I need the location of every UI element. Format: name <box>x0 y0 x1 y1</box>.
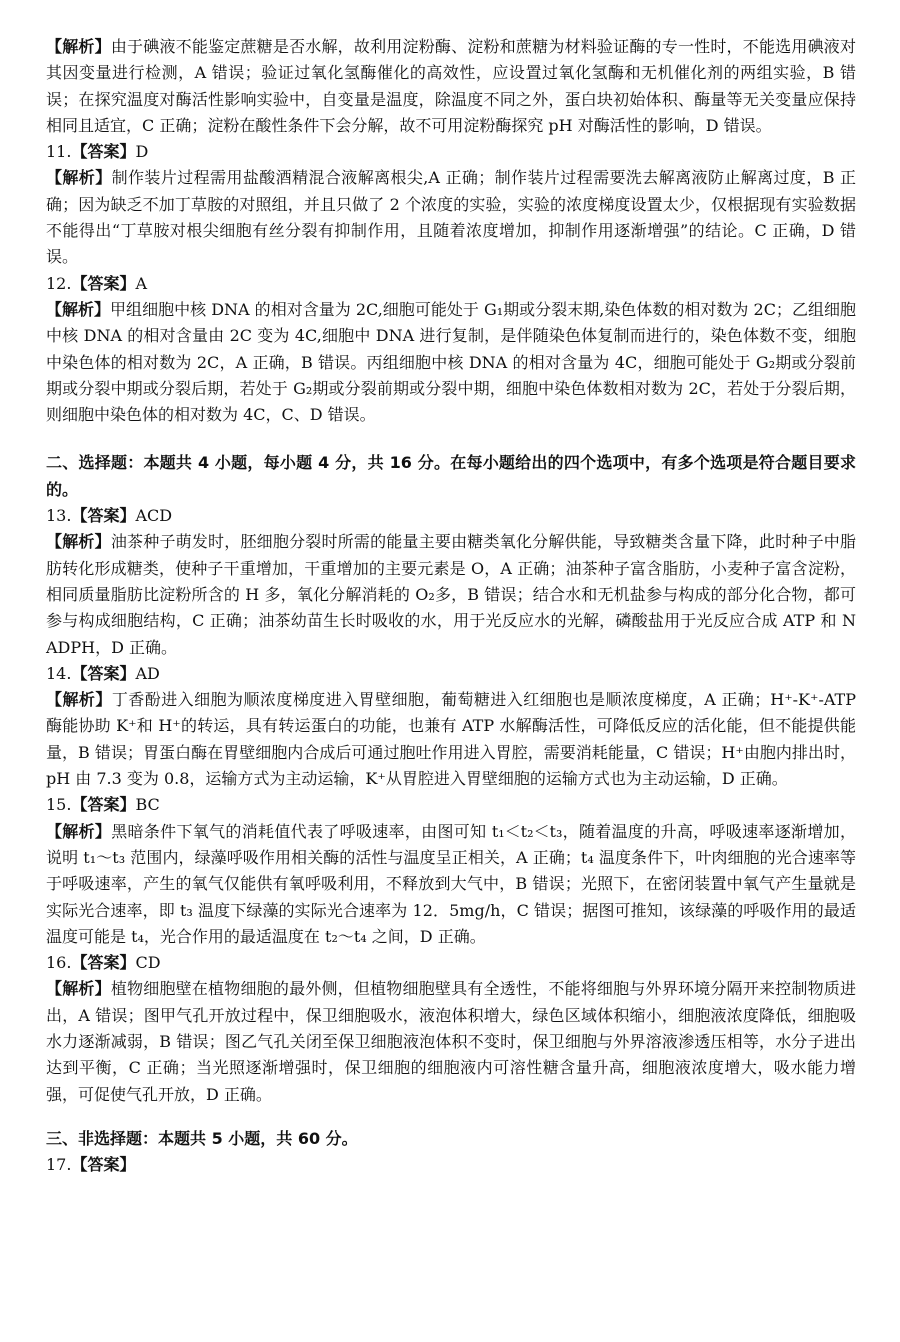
explanation-tag: 【解析】 <box>46 690 112 710</box>
answer-tag: 【答案】 <box>71 142 136 162</box>
explanation-text: 制作装片过程需用盐酸酒精混合液解离根尖,A 正确；制作装片过程需要洗去解离液防止解离过度，B 正确；因为缺乏不加丁草胺的对照组，并且只做了 2 个浓度的实验，实验的浓度梯度设置太少，仅根据现有实验数据不能得出“丁草胺对根尖细胞有丝分裂有抑制作用，且随着浓度增加，抑制作用逐渐增强”的结论。C 正确，D 错误。 <box>46 168 856 267</box>
explanation-text: 丁香酚进入细胞为顺浓度梯度进入胃壁细胞，葡萄糖进入红细胞也是顺浓度梯度，A 正确；H⁺-K⁺-ATP 酶能协助 K⁺和 H⁺的转运，具有转运蛋白的功能，也兼有 ATP 水解酶活性，可降低反应的活化能，但不能提供能量，B 错误；胃蛋白酶在胃壁细胞内合成后可通过胞吐作用进入胃腔，需要消耗能量，C 错误；H⁺由胞内排出时，pH 由 7.3 变为 0.8，运输方式为主动运输，K⁺从胃腔进入胃壁细胞的运输方式也为主动运输，D 正确。 <box>46 690 856 789</box>
q11-answer <box>46 139 856 165</box>
answer-tag: 【答案】 <box>71 795 136 815</box>
explanation-text: 由于碘液不能鉴定蔗糖是否水解，故利用淀粉酶、淀粉和蔗糖为材料验证酶的专一性时，不能选用碘液对其因变量进行检测，A 错误；验证过氧化氢酶催化的高效性，应设置过氧化氢酶和无机催化剂的两组实验，B 错误；在探究温度对酶活性影响实验中，自变量是温度，除温度不同之外，蛋白块初始体积、酶量等无关变量应保持相同且适宜，C 正确；淀粉在酸性条件下会分解，故不可用淀粉酶探究 pH 对酶活性的影响，D 错误。 <box>46 37 856 135</box>
q11-explanation <box>46 165 856 270</box>
q14-answer <box>46 661 856 687</box>
q14-explanation <box>46 687 856 792</box>
question-number: 11. <box>46 142 72 162</box>
answer-value: CD <box>135 953 161 973</box>
explanation-tag: 【解析】 <box>46 532 111 552</box>
explanation-text: 植物细胞壁在植物细胞的最外侧，但植物细胞壁具有全透性，不能将细胞与外界环境分隔开来控制物质进出，A 错误；图甲气孔开放过程中，保卫细胞吸水，液泡体积增大，绿色区域体积缩小，细胞液浓度降低，细胞吸水力逐渐减弱，B 错误；图乙气孔关闭至保卫细胞液泡体积不变时，保卫细胞与外界溶液渗透压相等，水分子进出达到平衡，C 正确；当光照逐渐增强时，保卫细胞的细胞液内可溶性糖含量升高，细胞液浓度增大，吸水能力增强，可促使气孔开放，D 正确。 <box>46 979 856 1104</box>
explanation-text: 黑暗条件下氧气的消耗值代表了呼吸速率，由图可知 t₁＜t₂＜t₃，随着温度的升高，呼吸速率逐渐增加，说明 t₁～t₃ 范围内，绿藻呼吸作用相关酶的活性与温度呈正相关，A 正确；t₄ 温度条件下，叶肉细胞的光合速率等于呼吸速率，产生的氧气仅能供有氧呼吸利用，不释放到大气中，B 错误；光照下，在密闭装置中氧气产生量就是实际光合速率，即 t₃ 温度下绿藻的实际光合速率为 12．5mg/h，C 错误；据图可推知，该绿藻的呼吸作用的最适温度可能是 t₄，光合作用的最适温度在 t₂～t₄ 之间，D 正确。 <box>46 821 856 946</box>
explanation-tag: 【解析】 <box>46 821 112 841</box>
q10-explanation <box>46 34 856 139</box>
question-number: 16. <box>46 953 72 973</box>
answer-value: A <box>135 273 148 293</box>
question-number: 15. <box>46 795 72 815</box>
explanation-text: 油茶种子萌发时，胚细胞分裂时所需的能量主要由糖类氧化分解供能，导致糖类含量下降，此时种子中脂肪转化形成糖类，使种子干重增加，干重增加的主要元素是 O，A 正确；油茶种子富含脂肪，小麦种子富含淀粉，相同质量脂肪比淀粉所含的 H 多，氧化分解消耗的 O₂多，B 错误；结合水和无机盐参与构成的部分化合物，都可参与构成细胞结构，C 正确；油茶幼苗生长时吸收的水，用于光反应水的光解，磷酸盐用于光反应合成 ATP 和 NADPH，D 正确。 <box>46 532 856 657</box>
answer-value: D <box>135 142 149 162</box>
question-number: 14. <box>46 663 72 683</box>
q13-explanation <box>46 529 856 660</box>
answer-tag: 【答案】 <box>71 663 136 683</box>
answer-document <box>46 34 856 1178</box>
question-number: 12. <box>46 273 72 293</box>
answer-value: AD <box>135 663 160 683</box>
q16-explanation <box>46 976 856 1107</box>
section-heading-3: 三、非选择题：本题共 5 小题，共 60 分。 <box>46 1128 358 1148</box>
q12-explanation <box>46 297 856 428</box>
q15-answer <box>46 792 856 818</box>
question-number: 13. <box>46 506 72 526</box>
answer-value: BC <box>135 795 160 815</box>
answer-tag: 【答案】 <box>71 506 136 526</box>
explanation-tag: 【解析】 <box>46 979 111 999</box>
q15-explanation <box>46 819 856 950</box>
question-number: 17. <box>46 1155 72 1175</box>
answer-tag: 【答案】 <box>71 953 136 973</box>
answer-tag: 【答案】 <box>71 1155 136 1175</box>
explanation-tag: 【解析】 <box>46 37 111 56</box>
section-heading-2: 二、选择题：本题共 4 小题，每小题 4 分，共 16 分。在每小题给出的四个选项中，有多个选项是符合题目要求的。 <box>46 453 856 499</box>
q16-answer <box>46 950 856 976</box>
explanation-text: 甲组细胞中核 DNA 的相对含量为 2C,细胞可能处于 G₁期或分裂末期,染色体数的相对数为 2C；乙组细胞中核 DNA 的相对含量由 2C 变为 4C,细胞中 DNA 进行复制，是伴随染色体复制而进行的，染色体数不变，细胞中染色体的相对数为 2C，A 正确，B 错误。丙组细胞中核 DNA 的相对含量为 4C，细胞可能处于 G₂期或分裂前期或分裂中期或分裂后期，若处于 G₂期或分裂前期或分裂中期，细胞中染色体数相对数为 2C，若处于分裂后期，则细胞中染色体的相对数为 4C，C、D 错误。 <box>46 299 856 425</box>
q12-answer <box>46 271 856 297</box>
explanation-tag: 【解析】 <box>46 168 112 188</box>
q17-answer <box>46 1152 856 1178</box>
answer-value: ACD <box>135 506 173 526</box>
answer-tag: 【答案】 <box>71 273 136 293</box>
q13-answer <box>46 503 856 529</box>
explanation-tag: 【解析】 <box>46 299 111 319</box>
